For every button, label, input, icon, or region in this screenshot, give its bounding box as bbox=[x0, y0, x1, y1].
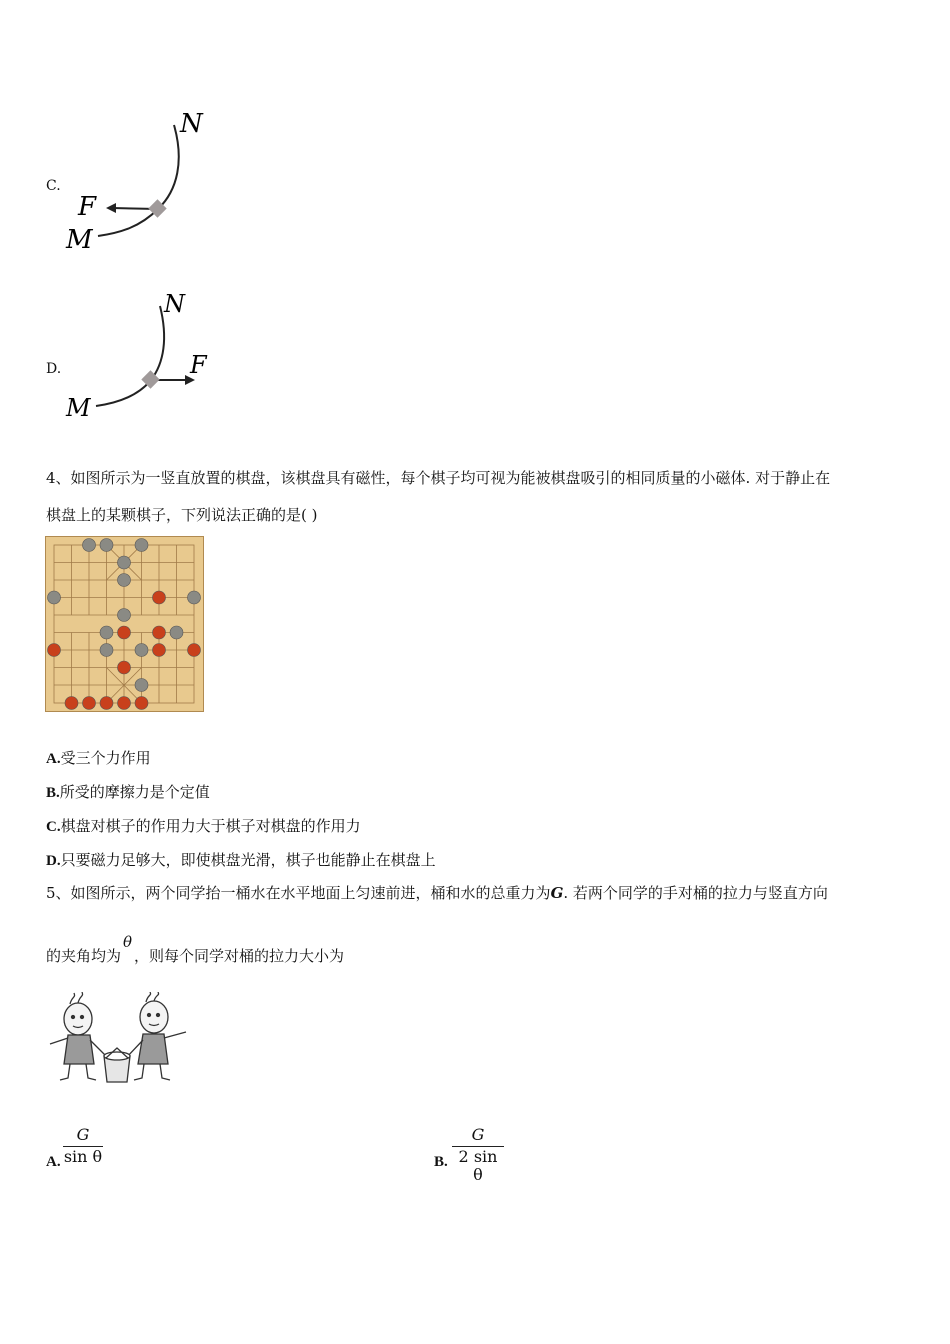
q4-choice-d: D.只要磁力足够大，即使棋盘光滑，棋子也能静止在棋盘上 bbox=[46, 851, 436, 869]
q5-choice-b-letter: B. bbox=[434, 1154, 448, 1170]
label-m: M bbox=[66, 225, 93, 255]
label-m: M bbox=[66, 394, 91, 422]
chessboard-figure bbox=[45, 536, 204, 712]
option-d-label: D. bbox=[46, 361, 62, 377]
label-f: F bbox=[190, 351, 207, 379]
option-c-diagram bbox=[60, 105, 220, 260]
q5-text-line2: 的夹角均为θ，则每个同学对桶的拉力大小为 bbox=[46, 933, 345, 965]
q4-text-line1: 4、如图所示为一竖直放置的棋盘，该棋盘具有磁性，每个棋子均可视为能被棋盘吸引的相同质量的小磁体. 对于静止在 bbox=[46, 469, 831, 487]
q4-choice-b: B.所受的摩擦力是个定值 bbox=[46, 783, 210, 801]
q4-text-line2: 棋盘上的某颗棋子，下列说法正确的是( ) bbox=[46, 506, 318, 524]
students-carrying-bucket-figure bbox=[46, 992, 190, 1088]
label-f: F bbox=[78, 192, 97, 222]
q4-choice-c: C.棋盘对棋子的作用力大于棋子对棋盘的作用力 bbox=[46, 817, 361, 835]
label-n: N bbox=[164, 290, 185, 318]
option-d-diagram bbox=[60, 288, 220, 428]
q4-choice-a: A.受三个力作用 bbox=[46, 749, 151, 767]
q5-choice-b-fraction: G 2 sin θ bbox=[452, 1126, 504, 1184]
option-c-label: C. bbox=[46, 178, 61, 194]
q5-text-line1: 5、如图所示，两个同学抬一桶水在水平地面上匀速前进，桶和水的总重力为G. 若两个同学的手对桶的拉力与竖直方向 bbox=[46, 884, 828, 902]
q5-choice-a-letter: A. bbox=[46, 1154, 61, 1170]
label-n: N bbox=[180, 109, 203, 139]
q5-choice-a-fraction: G sin θ bbox=[63, 1125, 103, 1166]
